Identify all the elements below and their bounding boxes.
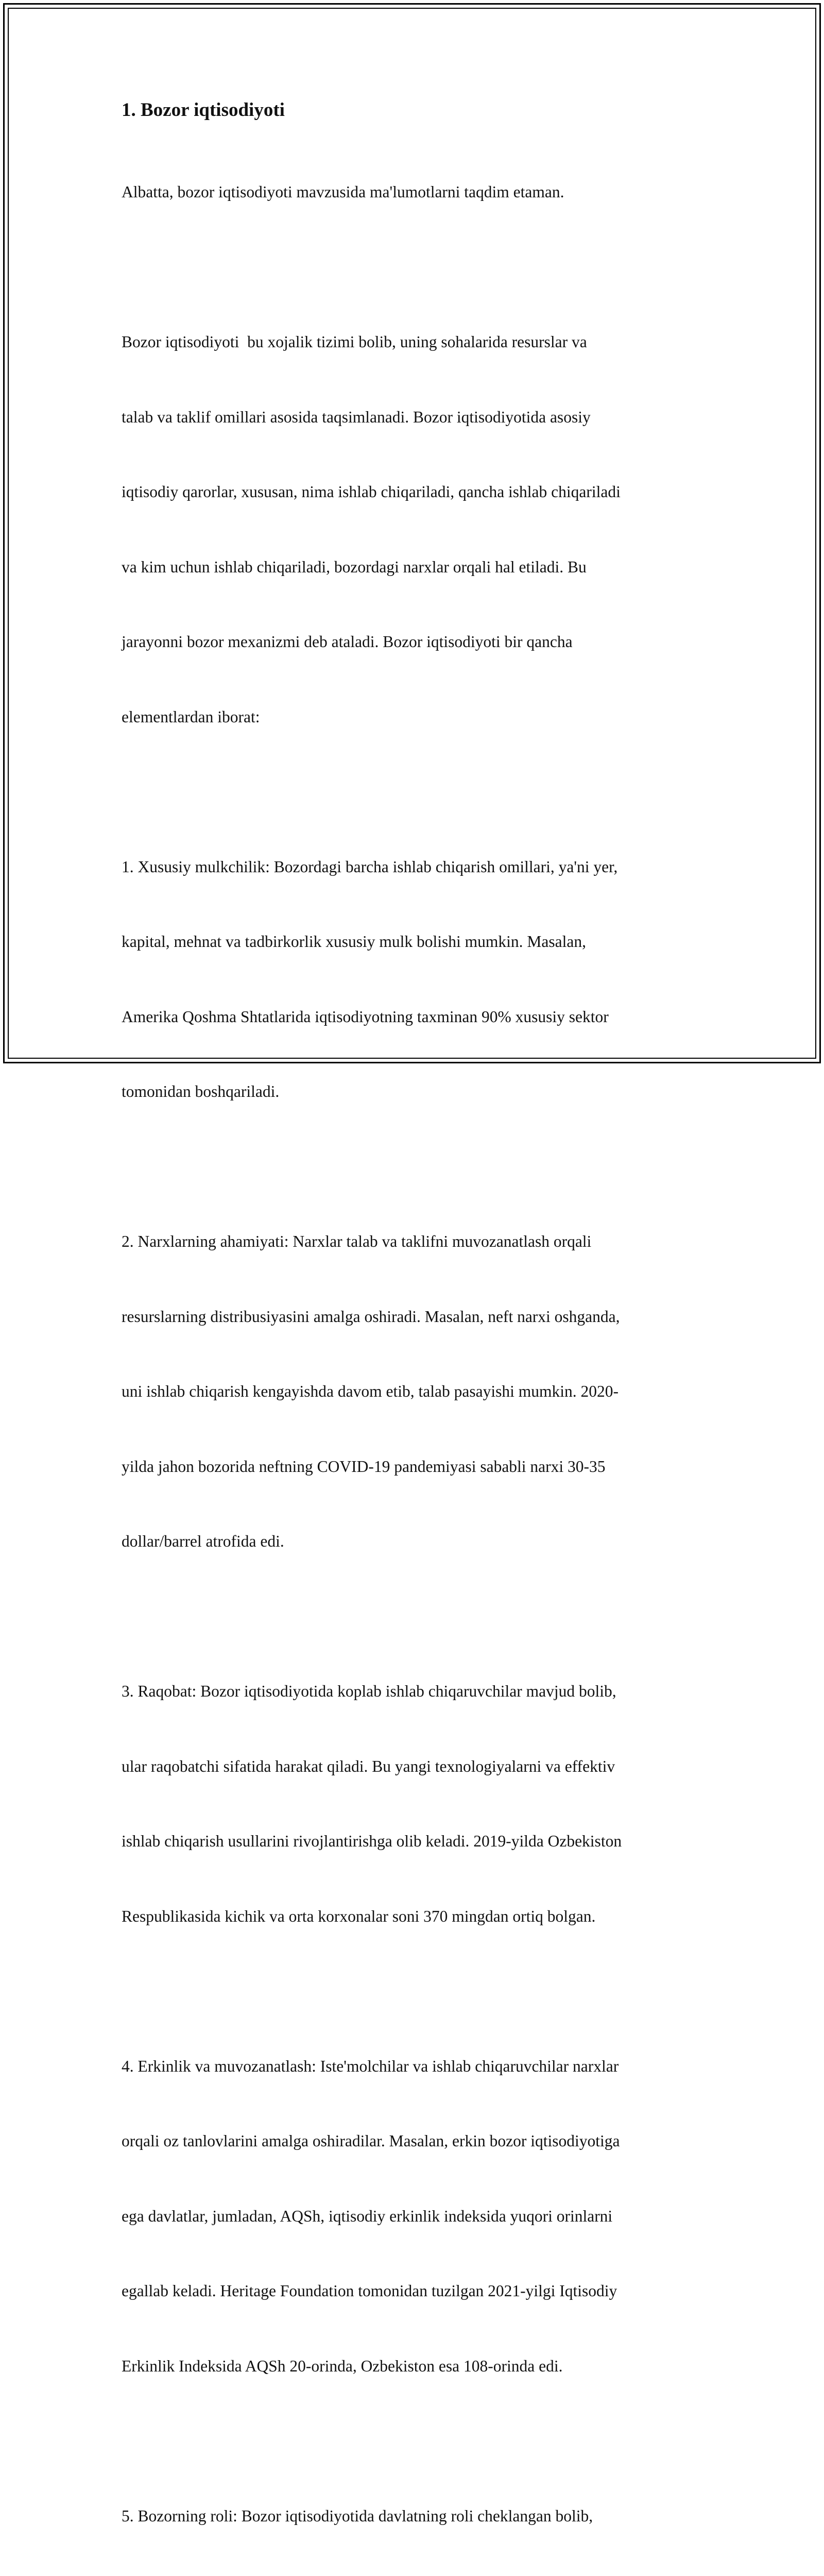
text-line: 2. Narxlarning ahamiyati: Narxlar talab va taklifni muvozanatlash orqali	[122, 1229, 724, 1255]
text-line: Amerika Qoshma Shtatlarida iqtisodiyotning taxminan 90% xususiy sektor	[122, 1005, 724, 1030]
text-line: kapital, mehnat va tadbirkorlik xususiy mulk bolishi mumkin. Masalan,	[122, 929, 724, 955]
text-line: jarayonni bozor mexanizmi deb ataladi. Bozor iqtisodiyoti bir qancha	[122, 630, 724, 655]
text-line: 5. Bozorning roli: Bozor iqtisodiyotida davlatning roli cheklangan bolib,	[122, 2504, 724, 2529]
text-line: yilda jahon bozorida neftning COVID-19 pandemiyasi sababli narxi 30-35	[122, 1454, 724, 1480]
item-market-role	[122, 2454, 724, 2576]
definition-paragraph	[122, 280, 724, 779]
item-prices	[122, 1179, 724, 1604]
text-line: Bozor iqtisodiyoti bu xojalik tizimi bolib, uning sohalarida resurslar va	[122, 330, 724, 355]
text-line: dollar/barrel atrofida edi.	[122, 1529, 724, 1554]
text-line: 3. Raqobat: Bozor iqtisodiyotida koplab ishlab chiqaruvchilar mavjud bolib,	[122, 1679, 724, 1704]
text-line: resurslarning distribusiyasini amalga oshiradi. Masalan, neft narxi oshganda,	[122, 1304, 724, 1330]
text-line: 4. Erkinlik va muvozanatlash: Iste'molchilar va ishlab chiqaruvchilar narxlar	[122, 2054, 724, 2079]
text-line: ular raqobatchi sifatida harakat qiladi. Bu yangi texnologiyalarni va effektiv	[122, 1754, 724, 1780]
document-title: 1. Bozor iqtisodiyoti	[122, 98, 724, 123]
text-line: Respublikasida kichik va orta korxonalar soni 370 mingdan ortiq bolgan.	[122, 1904, 724, 1929]
item-freedom	[122, 2004, 724, 2429]
item-competition	[122, 1629, 724, 1979]
item-private-ownership	[122, 805, 724, 1155]
document-body	[122, 98, 724, 2576]
text-line: ishlab chiqarish usullarini rivojlantirishga olib keladi. 2019-yilda Ozbekiston	[122, 1829, 724, 1854]
intro-paragraph	[122, 130, 724, 255]
text-line: tomonidan boshqariladi.	[122, 1079, 724, 1105]
text-line: Albatta, bozor iqtisodiyoti mavzusida ma'lumotlarni taqdim etaman.	[122, 180, 724, 205]
text-line: elementlardan iborat:	[122, 705, 724, 730]
text-line: 1. Xususiy mulkchilik: Bozordagi barcha ishlab chiqarish omillari, ya'ni yer,	[122, 855, 724, 880]
text-line: ega davlatlar, jumladan, AQSh, iqtisodiy erkinlik indeksida yuqori orinlarni	[122, 2204, 724, 2229]
text-line: talab va taklif omillari asosida taqsimlanadi. Bozor iqtisodiyotida asosiy	[122, 405, 724, 430]
text-line: Erkinlik Indeksida AQSh 20-orinda, Ozbekiston esa 108-orinda edi.	[122, 2354, 724, 2379]
text-line: va kim uchun ishlab chiqariladi, bozordagi narxlar orqali hal etiladi. Bu	[122, 555, 724, 580]
text-line: orqali oz tanlovlarini amalga oshiradilar. Masalan, erkin bozor iqtisodiyotiga	[122, 2129, 724, 2154]
text-line: uni ishlab chiqarish kengayishda davom etib, talab pasayishi mumkin. 2020-	[122, 1379, 724, 1404]
text-line: iqtisodiy qarorlar, xususan, nima ishlab chiqariladi, qancha ishlab chiqariladi	[122, 480, 724, 505]
text-line: egallab keladi. Heritage Foundation tomonidan tuzilgan 2021-yilgi Iqtisodiy	[122, 2279, 724, 2304]
